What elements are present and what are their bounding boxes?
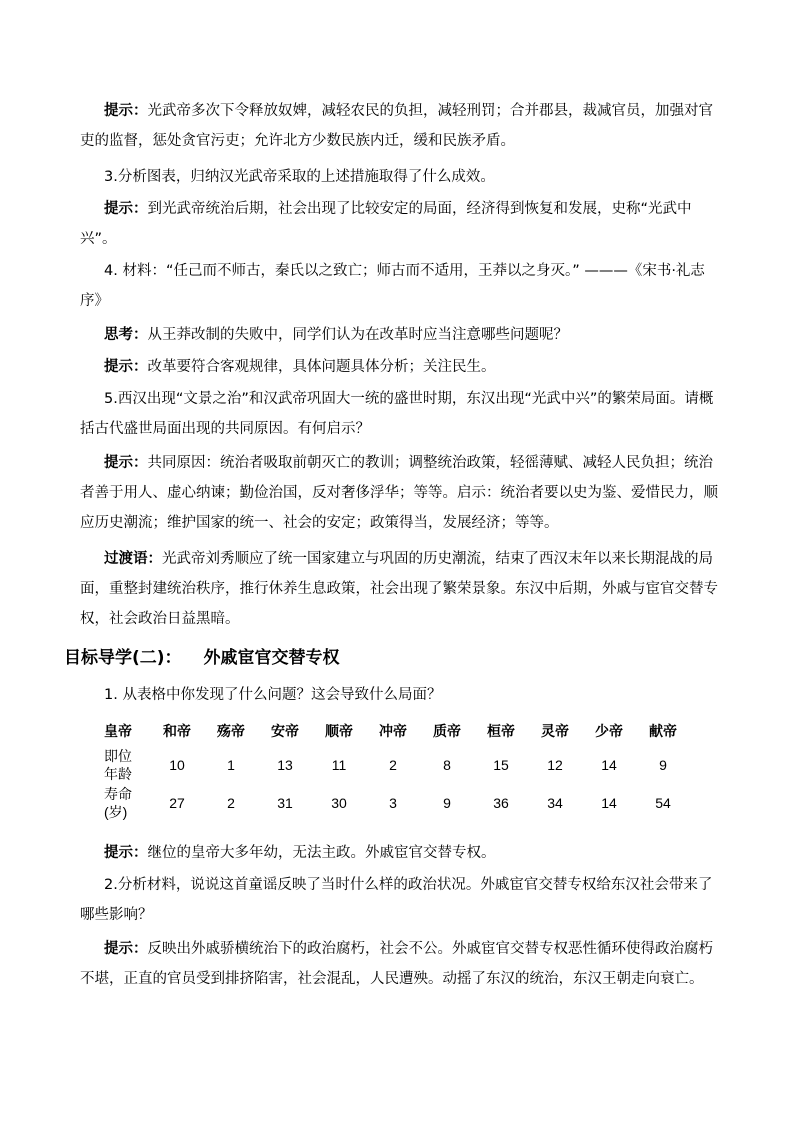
- hint-text: 光武帝多次下令释放奴婢，减轻农民的负担，减轻刑罚；合并郡县，裁减官员，加强对官吏的监督，惩处贪官污吏；允许北方少数民族内迁，缓和民族矛盾。: [80, 103, 713, 149]
- hint-text: 改革要符合客观规律，具体问题具体分析；关注民生。: [147, 359, 496, 375]
- transition-label: 过渡语：: [104, 551, 162, 567]
- table-header-cell: 顺帝: [325, 723, 353, 739]
- table-cell: 31: [277, 795, 293, 811]
- section-prefix: 目标导学(二)：: [64, 648, 182, 668]
- emperor-table: [104, 716, 690, 822]
- table-row: [104, 784, 690, 822]
- table-header-cell: 献帝: [649, 723, 677, 739]
- table-cell: 14: [601, 795, 617, 811]
- row-label-line: 年龄: [104, 766, 132, 782]
- hint-paragraph: [80, 352, 720, 382]
- table-header-cell: 和帝: [163, 723, 191, 739]
- table-cell: 14: [601, 757, 617, 773]
- table-cell: 9: [659, 757, 667, 773]
- hint-label: 提示：: [104, 359, 148, 375]
- hint-label: 提示：: [104, 201, 148, 217]
- question-paragraph: [80, 680, 720, 710]
- table-header-cell: 桓帝: [487, 723, 515, 739]
- section-title: 外戚宦官交替专权: [203, 648, 340, 668]
- question-paragraph: [80, 384, 720, 444]
- section-heading: [64, 644, 340, 672]
- question-text: 2.分析材料，说说这首童谣反映了当时什么样的政治状况。外戚宦官交替专权给东汉社会带来了哪些影响？: [80, 877, 713, 923]
- hint-paragraph: [80, 96, 720, 156]
- transition-text: 光武帝刘秀顺应了统一国家建立与巩固的历史潮流，结束了西汉末年以来长期混战的局面，重整封建统治秩序，推行休养生息政策，社会出现了繁荣景象。东汉中后期，外戚与宦官交替专权，社会政治日益黑暗。: [80, 551, 718, 627]
- table-header-cell: 质帝: [433, 723, 461, 739]
- hint-text: 继位的皇帝大多年幼，无法主政。外戚宦官交替专权。: [147, 845, 496, 861]
- hint-label: 提示：: [104, 103, 148, 119]
- table-cell: 36: [493, 795, 509, 811]
- hint-label: 提示：: [104, 455, 148, 471]
- table-row: [104, 746, 690, 784]
- table-header-row: [104, 716, 690, 746]
- question-text: 3.分析图表，归纳汉光武帝采取的上述措施取得了什么成效。: [104, 169, 495, 185]
- think-label: 思考：: [104, 327, 148, 343]
- question-text: 5.西汉出现“文景之治”和汉武帝巩固大一统的盛世时期，东汉出现“光武中兴”的繁荣局面。请概括古代盛世局面出现的共同原因。有何启示？: [80, 391, 714, 437]
- question-paragraph: [80, 870, 720, 930]
- hint-label: 提示：: [104, 845, 148, 861]
- table-cell: 10: [169, 757, 185, 773]
- table-cell: 15: [493, 757, 509, 773]
- hint-paragraph: [80, 448, 720, 538]
- row-label-line: 即位: [104, 748, 132, 764]
- hint-label: 提示：: [104, 941, 148, 957]
- table-cell: 9: [443, 795, 451, 811]
- table-header-cell: 殇帝: [217, 723, 245, 739]
- table-cell: 1: [227, 757, 235, 773]
- table-cell: 3: [389, 795, 397, 811]
- hint-text: 共同原因：统治者吸取前朝灭亡的教训；调整统治政策，轻徭薄赋、减轻人民负担；统治者善于用人、虚心纳谏；勤俭治国，反对奢侈浮华；等等。启示：统治者要以史为鉴、爱惜民力，顺应历史潮流；维护国家的统一、社会的安定；政策得当，发展经济；等等。: [80, 455, 718, 531]
- think-paragraph: [80, 320, 720, 350]
- table-cell: 30: [331, 795, 347, 811]
- material-text: 4. 材料：“任己而不师古，秦氏以之致亡；师古而不适用，王莽以之身灭。” ———《宋书·礼志序》: [80, 263, 705, 309]
- table-cell: 34: [547, 795, 563, 811]
- table-cell: 2: [227, 795, 235, 811]
- table-row-label: [104, 746, 150, 784]
- row-label-line: 寿命: [104, 786, 132, 802]
- hint-paragraph: [80, 838, 720, 868]
- hint-paragraph: [80, 934, 720, 994]
- question-paragraph: [80, 162, 720, 192]
- table-cell: 13: [277, 757, 293, 773]
- table-header-cell: 皇帝: [104, 723, 132, 739]
- table-header-cell: 少帝: [595, 723, 623, 739]
- table-cell: 2: [389, 757, 397, 773]
- material-paragraph: [80, 256, 720, 316]
- table-cell: 11: [331, 757, 347, 773]
- table-header-cell: 冲帝: [379, 723, 407, 739]
- table-row-label: [104, 784, 150, 822]
- table-cell: 12: [547, 757, 563, 773]
- table-cell: 27: [169, 795, 185, 811]
- table-header-cell: 灵帝: [541, 723, 569, 739]
- question-text: 1. 从表格中你发现了什么问题？这会导致什么局面？: [104, 687, 442, 703]
- hint-text: 到光武帝统治后期，社会出现了比较安定的局面，经济得到恢复和发展，史称“光武中兴”。: [80, 201, 692, 247]
- table-header-cell: 安帝: [271, 723, 299, 739]
- transition-paragraph: [80, 544, 720, 634]
- hint-paragraph: [80, 194, 720, 254]
- table-cell: 8: [443, 757, 451, 773]
- table-cell: 54: [655, 795, 671, 811]
- row-label-line: (岁): [104, 804, 128, 820]
- think-text: 从王莽改制的失败中，同学们认为在改革时应当注意哪些问题呢？: [147, 327, 568, 343]
- hint-text: 反映出外戚骄横统治下的政治腐朽，社会不公。外戚宦官交替专权恶性循环使得政治腐朽不堪，正直的官员受到排挤陷害，社会混乱，人民遭殃。动摇了东汉的统治，东汉王朝走向衰亡。: [80, 941, 713, 987]
